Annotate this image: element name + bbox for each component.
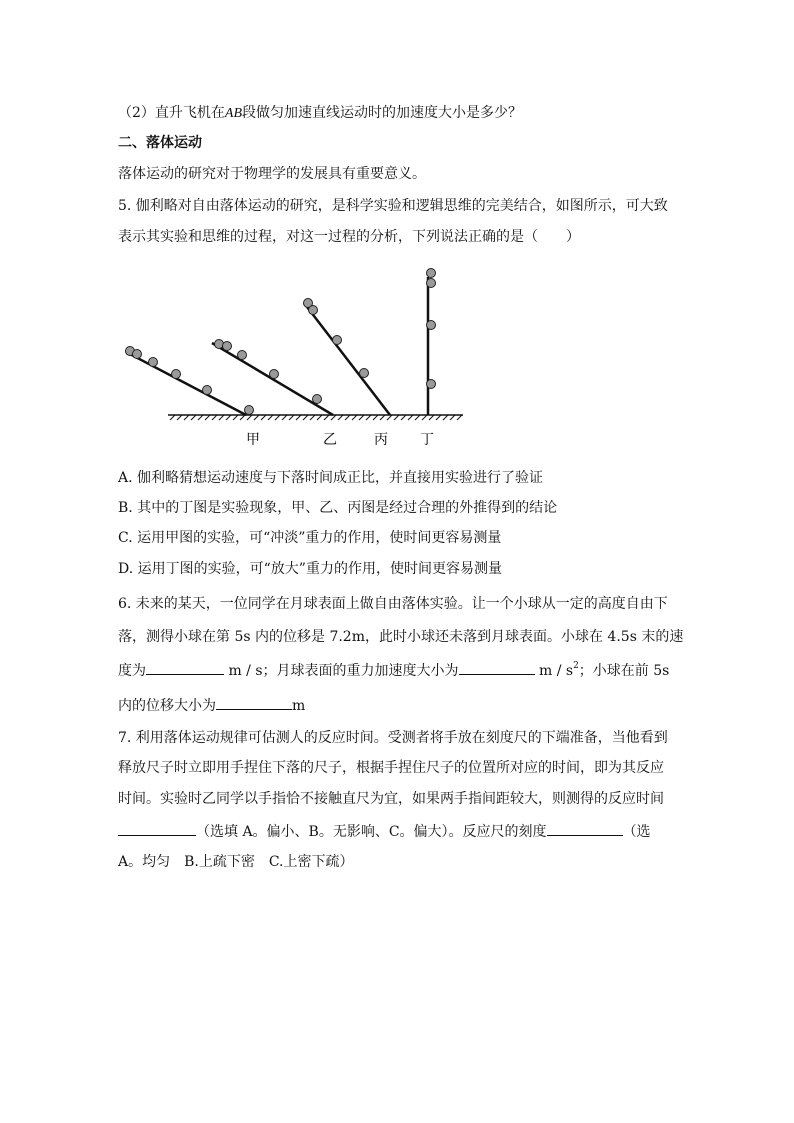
ball bbox=[427, 279, 436, 288]
ball bbox=[133, 350, 142, 359]
ball bbox=[333, 336, 342, 345]
q5-option-b: B. 其中的丁图是实验现象，甲、乙、丙图是经过合理的外推得到的结论 bbox=[118, 500, 558, 516]
balls bbox=[126, 269, 436, 415]
ball bbox=[427, 269, 436, 278]
q6-line4-a: 内的位移大小为 bbox=[118, 698, 216, 714]
section-intro: 落体运动的研究对于物理学的发展具有重要意义。 bbox=[118, 166, 426, 182]
q6-line3-c: m / s bbox=[534, 663, 574, 679]
ball bbox=[172, 370, 181, 379]
ball bbox=[270, 370, 279, 379]
q7-line1: 7. 利用落体运动规律可估测人的反应时间。受测者将手放在刻度尺的下端准备，当他看到 bbox=[118, 730, 668, 746]
ball bbox=[149, 358, 158, 367]
ball bbox=[223, 342, 232, 351]
q6-line3-d: ；小球在前 5s bbox=[578, 663, 670, 679]
answer-blank-velocity[interactable] bbox=[146, 660, 224, 675]
q7-line3: 时间。实验时乙同学以手指恰不接触直尺为宜，如果两手指间距较大，则测得的反应时间 bbox=[118, 791, 664, 807]
ball bbox=[360, 369, 369, 378]
ball bbox=[309, 306, 318, 315]
q2-suffix: 段做匀加速直线运动时的加速度大小是多少？ bbox=[242, 105, 523, 121]
q5-option-d: D. 运用丁图的实验，可“放大”重力的作用，使时间更容易测量 bbox=[118, 561, 502, 577]
q2-ab: AB bbox=[224, 106, 243, 121]
q6-line1: 6. 未来的某天，一位同学在月球表面上做自由落体实验。让一个小球从一定的高度自由下 bbox=[118, 596, 668, 612]
q7-line4-b: （选 bbox=[622, 824, 651, 840]
q5-option-c: C. 运用甲图的实验，可“冲淡”重力的作用，使时间更容易测量 bbox=[118, 530, 502, 546]
q5-stem-line2: 表示其实验和思维的过程，对这一过程的分析，下列说法正确的是（ ） bbox=[118, 229, 580, 245]
section-title: 二、落体运动 bbox=[118, 135, 202, 151]
ball bbox=[203, 386, 212, 395]
label-ding: 丁 bbox=[420, 432, 434, 448]
incline-yi bbox=[212, 343, 333, 415]
galileo-incline-figure bbox=[118, 262, 478, 452]
incline-jia bbox=[126, 352, 246, 415]
q6-line3-a: 度为 bbox=[118, 663, 146, 679]
label-yi: 乙 bbox=[323, 432, 337, 448]
q6-line3-sup: 2 bbox=[573, 661, 579, 671]
q6-line4-b: m bbox=[292, 698, 306, 714]
question-2 bbox=[118, 103, 522, 124]
ball bbox=[427, 380, 436, 389]
answer-blank-scale[interactable] bbox=[547, 821, 623, 836]
q5-option-a: A. 伽利略猜想运动速度与下落时间成正比，并直接用实验进行了验证 bbox=[118, 470, 544, 486]
q6-line2: 落，测得小球在第 5s 内的位移是 7.2m，此时小球还未落到月球表面。小球在 4.5s 末的速 bbox=[118, 629, 684, 645]
label-jia: 甲 bbox=[246, 432, 260, 448]
ball bbox=[427, 321, 436, 330]
q7-line4-a: （选填 A。偏小、B。无影响、C。偏大）。反应尺的刻度 bbox=[196, 824, 547, 840]
q7-line2: 释放尺子时立即用手捏住下落的尺子，根据手捏住尺子的位置所对应的时间，即为其反应 bbox=[118, 760, 664, 776]
q7-line5: A。均匀 B.上疏下密 C.上密下疏） bbox=[118, 854, 354, 870]
answer-blank-reaction-time[interactable] bbox=[118, 821, 196, 836]
answer-blank-gravity[interactable] bbox=[459, 660, 535, 675]
ball bbox=[245, 406, 254, 415]
ball bbox=[313, 395, 322, 404]
q6-line4 bbox=[118, 695, 305, 716]
q6-line3 bbox=[118, 660, 669, 681]
ball bbox=[238, 351, 247, 360]
q7-line4 bbox=[118, 821, 651, 842]
q2-prefix: （2）直升飞机在 bbox=[118, 105, 225, 121]
q5-stem-line1: 5. 伽利略对自由落体运动的研究，是科学实验和逻辑思维的完美结合，如图所示，可大致 bbox=[118, 198, 668, 214]
label-bing: 丙 bbox=[374, 432, 388, 448]
q6-line3-b: m / s；月球表面的重力加速度大小为 bbox=[224, 663, 459, 679]
answer-blank-displacement[interactable] bbox=[216, 695, 292, 710]
